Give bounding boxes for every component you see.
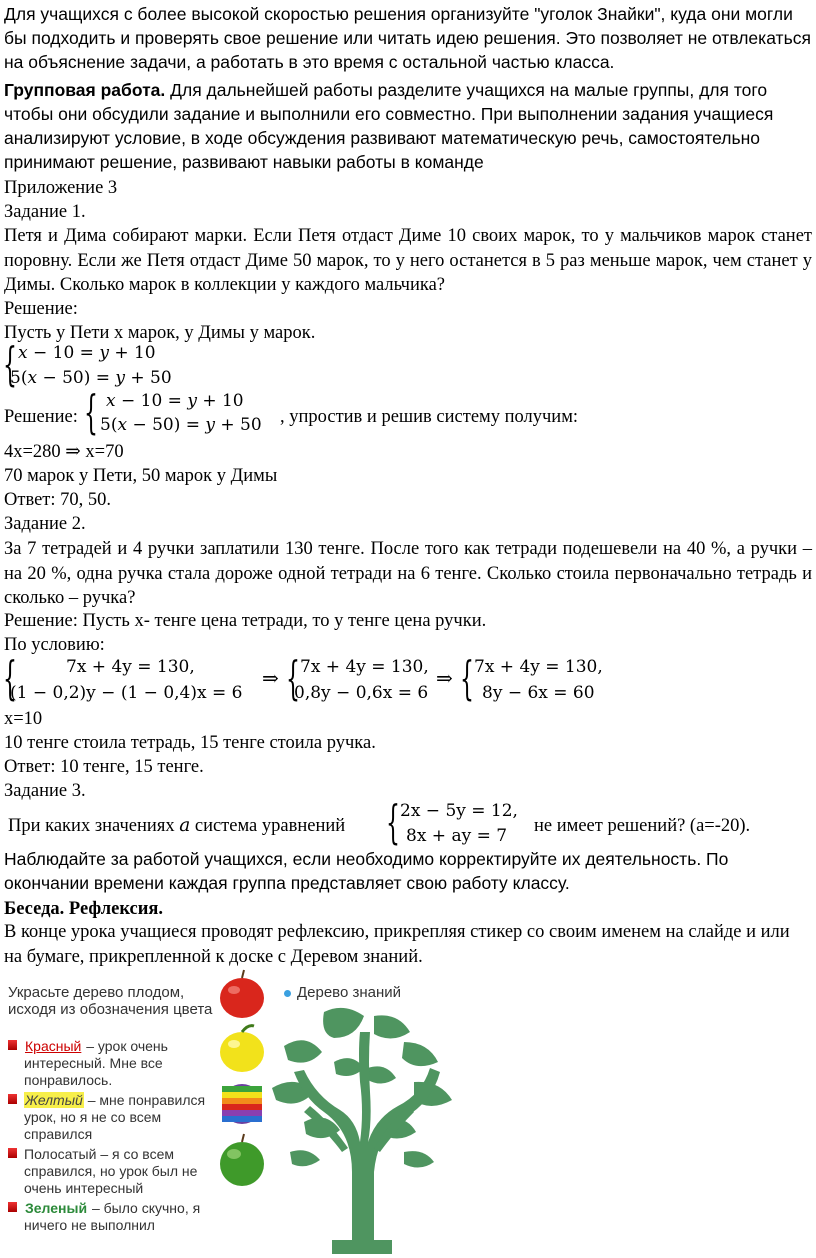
- reflection-text: В конце урока учащиеся проводят рефлексию, прикрепляя стикер со своим именем на слайде и или на бумаге, прикрепленной к доске с Деревом знаний.: [4, 922, 790, 967]
- task2-sys-a1: 7x + 4y = 130,: [66, 657, 195, 677]
- task1-solution-suffix: , упростив и решив систему получим:: [280, 407, 579, 427]
- task1-system-eq2: 5(𝑥 − 50) = 𝑦 + 50: [10, 368, 172, 388]
- appendix-label: Приложение 3: [4, 178, 118, 198]
- task1-solution-label: Решение:: [4, 299, 78, 319]
- task3-suffix: не имеет решений? (а=-20).: [534, 816, 751, 836]
- task2-text: За 7 тетрадей и 4 ручки заплатили 130 тенге. После того как тетради подешевели на 40 %, а ручки – на 20 %, одна ручка стала дороже одной тетради на 6 тенге. Сколько стоила первоначально тетрадь и сколько – ручка?: [4, 539, 812, 608]
- knowledge-tree-poster: [2, 968, 462, 1256]
- yellow-apple-icon: [220, 1026, 264, 1072]
- poster-item-green: Зеленый – было скучно, я ничего не выполнил: [24, 1200, 201, 1233]
- reflection-title: Беседа. Рефлексия.: [4, 899, 164, 919]
- striped-apple-icon: [222, 1084, 262, 1124]
- task2-solution: Решение: Пусть x- тенге цена тетради, то у тенге цена ручки.: [4, 611, 487, 631]
- system-brace: {: [84, 388, 98, 441]
- intro-paragraph: Для учащихся с более высокой скоростью решения организуйте "уголок Знайки", куда они могли бы подходить и проверять свое решение или читать идею решения. Это позволяет не отвлекаться на объяснение задачи, а работать в это время с остальной частью класса.: [4, 4, 811, 72]
- poster-heading: Украсьте дерево плодом, исходя из обозначения цвета: [8, 984, 213, 1018]
- task2-condition: По условию:: [4, 635, 105, 655]
- green-apple-icon: [220, 1134, 264, 1186]
- task1-text: Петя и Дима собирают марки. Если Петя отдаст Диме 10 своих марок, то у мальчиков марок станет поровну. Если же Петя отдаст Диме 50 марок, то у него останется в 5 раз меньше марок, чем станет у Димы. Сколько марок в коллекции у каждого мальчика?: [4, 226, 812, 295]
- task2-sys-c1: 7x + 4y = 130,: [474, 657, 603, 677]
- red-apple-icon: [220, 970, 264, 1018]
- task2-sys-b1: 7x + 4y = 130,: [300, 657, 429, 677]
- fruits-column: [214, 968, 270, 1256]
- task1-title: Задание 1.: [4, 202, 86, 222]
- system-brace: {: [386, 798, 400, 851]
- task2-answer: Ответ: 10 тенге, 15 тенге.: [4, 757, 204, 777]
- dot-icon: [284, 990, 291, 997]
- group-work-text: Для дальнейшей работы разделите учащихся на малые группы, для того чтобы они обсудили задание и выполнили его совместно. При выполнении задания учащиеся анализируют условие, в ходе обсуждения развивают математическую речь, самостоятельно принимают решение, развивают навыки работы в команде: [4, 80, 774, 172]
- task2-sys-a2: (1 − 0,2)y − (1 − 0,4)x = 6: [10, 683, 243, 703]
- task1-step: 4x=280 ⇒ x=70: [4, 442, 124, 462]
- task2-sys-b2: 0,8y − 0,6x = 6: [294, 683, 429, 703]
- task3-prefix: При каких значениях 𝑎 система уравнений: [8, 816, 346, 836]
- implies-arrow: ⇒: [436, 666, 453, 690]
- task3-title: Задание 3.: [4, 781, 86, 801]
- task1-solution-prefix: Решение:: [4, 407, 78, 427]
- bullet-icon: [8, 1148, 17, 1158]
- task2-sys-c2: 8y − 6x = 60: [482, 683, 595, 703]
- system-brace: {: [286, 654, 300, 707]
- poster-item-striped: Полосатый – я со всем справился, но урок был не очень интересный: [24, 1146, 198, 1196]
- group-work-paragraph: [4, 78, 812, 174]
- implies-arrow: ⇒: [262, 666, 279, 690]
- bullet-icon: [8, 1040, 17, 1050]
- poster-item-yellow: Желтый – мне понравился урок, но я не со всем справился: [24, 1092, 206, 1142]
- task1-system-eq1: 𝑥 − 10 = 𝑦 + 10: [18, 343, 156, 363]
- bullet-icon: [8, 1202, 17, 1212]
- task1-answer: Ответ: 70, 50.: [4, 490, 112, 510]
- task2-result: 10 тенге стоила тетрадь, 15 тенге стоила ручка.: [4, 733, 376, 753]
- bullet-icon: [8, 1094, 17, 1104]
- task1-let: Пусть у Пети x марок, у Димы y марок.: [4, 323, 316, 343]
- task1-sol-eq2: 5(𝑥 − 50) = 𝑦 + 50: [100, 415, 262, 435]
- observe-paragraph: Наблюдайте за работой учащихся, если необходимо корректируйте их деятельность. По окончании времени каждая группа представляет свою работу классу.: [4, 849, 729, 893]
- task3-eq1: 2x − 5y = 12,: [400, 801, 518, 821]
- task2-x: x=10: [4, 709, 43, 729]
- system-brace: {: [3, 340, 17, 393]
- task3-eq2: 8x + ay = 7: [406, 826, 508, 846]
- task1-result: 70 марок у Пети, 50 марок у Димы: [4, 466, 278, 486]
- task2-title: Задание 2.: [4, 514, 86, 534]
- tree-label: Дерево знаний: [284, 984, 401, 1001]
- knowledge-tree-icon: [264, 1002, 460, 1256]
- task1-sol-eq1: 𝑥 − 10 = 𝑦 + 10: [106, 391, 244, 411]
- group-work-title: Групповая работа.: [4, 80, 166, 100]
- poster-item-red: Красный – урок очень интересный. Мне все понравилось.: [24, 1038, 168, 1088]
- system-brace: {: [460, 654, 474, 707]
- system-brace: {: [3, 654, 17, 707]
